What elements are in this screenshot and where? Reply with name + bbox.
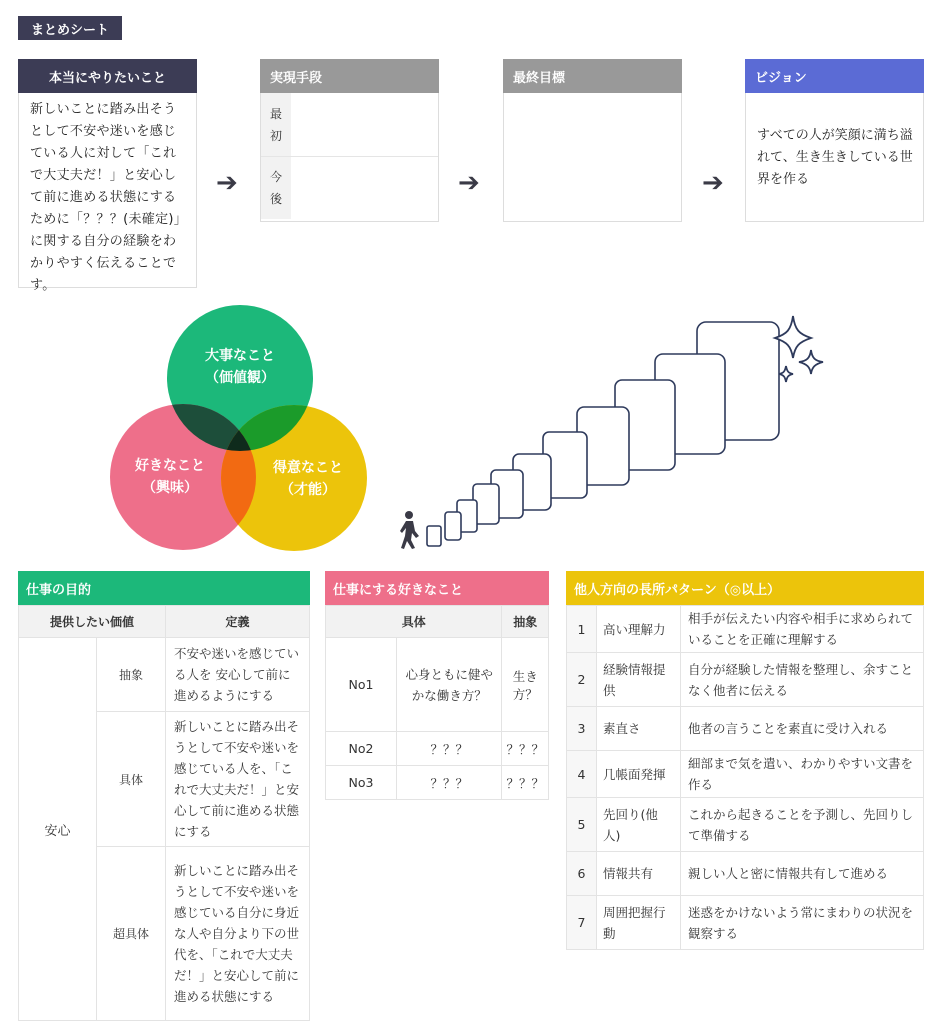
strength-no: 1 <box>567 606 597 653</box>
strength-name: 素直さ <box>597 707 681 751</box>
table-row <box>326 766 549 800</box>
strength-no: 4 <box>567 751 597 798</box>
means-row-value <box>291 93 438 156</box>
likes-abstract: ？？？ <box>502 766 549 800</box>
strength-desc: 自分が経験した情報を整理し、余すことなく他者に伝える <box>681 653 924 707</box>
want-card-body: 新しいことに踏み出そうとして不安や迷いを感じている人に対して「これで大丈夫だ！」と安心して前に進める状態にするために「？？？(未確定)」に関する自分の経験をわかりやすく伝えることです。 <box>30 102 181 293</box>
purpose-value: 安心 <box>19 638 97 1021</box>
sheet-title: まとめシート <box>18 16 122 40</box>
likes-concrete: ？？？ <box>397 732 502 766</box>
strength-desc: 迷惑をかけないよう常にまわりの状況を観察する <box>681 896 924 950</box>
likes-concrete: ？？？ <box>397 766 502 800</box>
strength-name: 几帳面発揮 <box>597 751 681 798</box>
strength-desc: 他者の言うことを素直に受け入れる <box>681 707 924 751</box>
venn-label-line: 好きなこと <box>135 458 205 474</box>
vision-card-title: ビジョン <box>745 59 924 93</box>
purpose-title: 仕事の目的 <box>18 571 310 605</box>
table-row <box>567 852 924 896</box>
table-header-row <box>326 606 549 638</box>
table-row <box>567 896 924 950</box>
strength-desc: 細部まで気を遣い、わかりやすい文書を作る <box>681 751 924 798</box>
likes-section <box>325 571 549 800</box>
growth-steps-illustration <box>395 312 835 552</box>
want-card <box>18 59 197 293</box>
steps-graphic <box>395 312 835 552</box>
strength-name: 周囲把握行動 <box>597 896 681 950</box>
likes-abstract: ？？？ <box>502 732 549 766</box>
step-card <box>427 526 441 546</box>
strengths-section <box>566 571 924 950</box>
strength-desc: 親しい人と密に情報共有して進める <box>681 852 924 896</box>
strength-no: 5 <box>567 798 597 852</box>
table-header-row <box>19 606 310 638</box>
means-row-value <box>291 157 438 219</box>
purpose-definition: 不安や迷いを感じている人を 安心して前に進めるようにする <box>166 638 310 712</box>
means-row-first <box>261 93 438 156</box>
header-concrete: 具体 <box>326 606 502 638</box>
strengths-title: 他人方向の長所パターン（◎以上） <box>566 571 924 605</box>
strengths-table <box>566 605 924 950</box>
walking-person-icon <box>400 511 419 549</box>
venn-label-line: 得意なこと <box>273 460 343 476</box>
venn-circles <box>108 305 370 555</box>
strength-no: 2 <box>567 653 597 707</box>
table-row <box>567 798 924 852</box>
table-row <box>19 638 310 712</box>
strength-no: 6 <box>567 852 597 896</box>
sparkle-icon <box>775 316 823 382</box>
means-card-title: 実現手段 <box>260 59 439 93</box>
means-rows <box>261 93 438 219</box>
venn-label-line: 大事なこと <box>205 348 275 364</box>
venn-label-line: （興味） <box>142 480 198 496</box>
arrow-right-icon: ➔ <box>702 168 724 198</box>
arrow-right-icon: ➔ <box>458 168 480 198</box>
venn-label-values <box>180 345 300 389</box>
likes-concrete: 心身ともに健やかな働き方？ <box>397 638 502 732</box>
table-row <box>326 638 549 732</box>
purpose-level: 超具体 <box>97 847 166 1021</box>
means-row-label: 最初 <box>261 93 291 156</box>
purpose-table <box>18 605 310 1021</box>
purpose-section <box>18 571 310 1021</box>
means-card <box>260 59 439 222</box>
vision-card-body: すべての人が笑顔に満ち溢れて、生き生きしている世界を作る <box>757 128 913 187</box>
table-row <box>567 707 924 751</box>
strength-no: 7 <box>567 896 597 950</box>
venn-label-talent <box>248 457 368 501</box>
table-row <box>567 606 924 653</box>
means-row-label: 今後 <box>261 157 291 219</box>
table-row <box>326 732 549 766</box>
step-card <box>445 512 461 540</box>
likes-no: No3 <box>326 766 397 800</box>
likes-title: 仕事にする好きなこと <box>325 571 549 605</box>
strength-name: 経験情報提供 <box>597 653 681 707</box>
venn-label-interest <box>110 455 230 499</box>
likes-abstract: 生き方？ <box>502 638 549 732</box>
goal-card-title: 最終目標 <box>503 59 682 93</box>
want-card-title: 本当にやりたいこと <box>18 59 197 93</box>
purpose-definition: 新しいことに踏み出そうとして不安や迷いを感じている自分に身近な人や自分より下の世代を、「これで大丈夫だ！」と安心して前に進める状態にする <box>166 847 310 1021</box>
likes-no: No2 <box>326 732 397 766</box>
purpose-definition: 新しいことに踏み出そうとして不安や迷いを感じている人を、「これで大丈夫だ！」と安心して前に進める状態にする <box>166 712 310 847</box>
arrow-right-icon: ➔ <box>216 168 238 198</box>
purpose-level: 具体 <box>97 712 166 847</box>
table-row <box>567 751 924 798</box>
strength-name: 情報共有 <box>597 852 681 896</box>
venn-diagram <box>108 305 370 555</box>
strength-desc: 相手が伝えたい内容や相手に求められていることを正確に理解する <box>681 606 924 653</box>
strength-desc: これから起きることを予測し、先回りして準備する <box>681 798 924 852</box>
strength-name: 先回り(他人) <box>597 798 681 852</box>
venn-label-line: （価値観） <box>205 370 275 386</box>
likes-no: No1 <box>326 638 397 732</box>
goal-card <box>503 59 682 222</box>
strength-name: 高い理解力 <box>597 606 681 653</box>
strength-no: 3 <box>567 707 597 751</box>
table-row <box>567 653 924 707</box>
header-abstract: 抽象 <box>502 606 549 638</box>
venn-label-line: （才能） <box>280 482 336 498</box>
purpose-level: 抽象 <box>97 638 166 712</box>
likes-table <box>325 605 549 800</box>
vision-card <box>745 59 924 222</box>
means-row-next <box>261 156 438 219</box>
header-value: 提供したい価値 <box>19 606 166 638</box>
header-definition: 定義 <box>166 606 310 638</box>
